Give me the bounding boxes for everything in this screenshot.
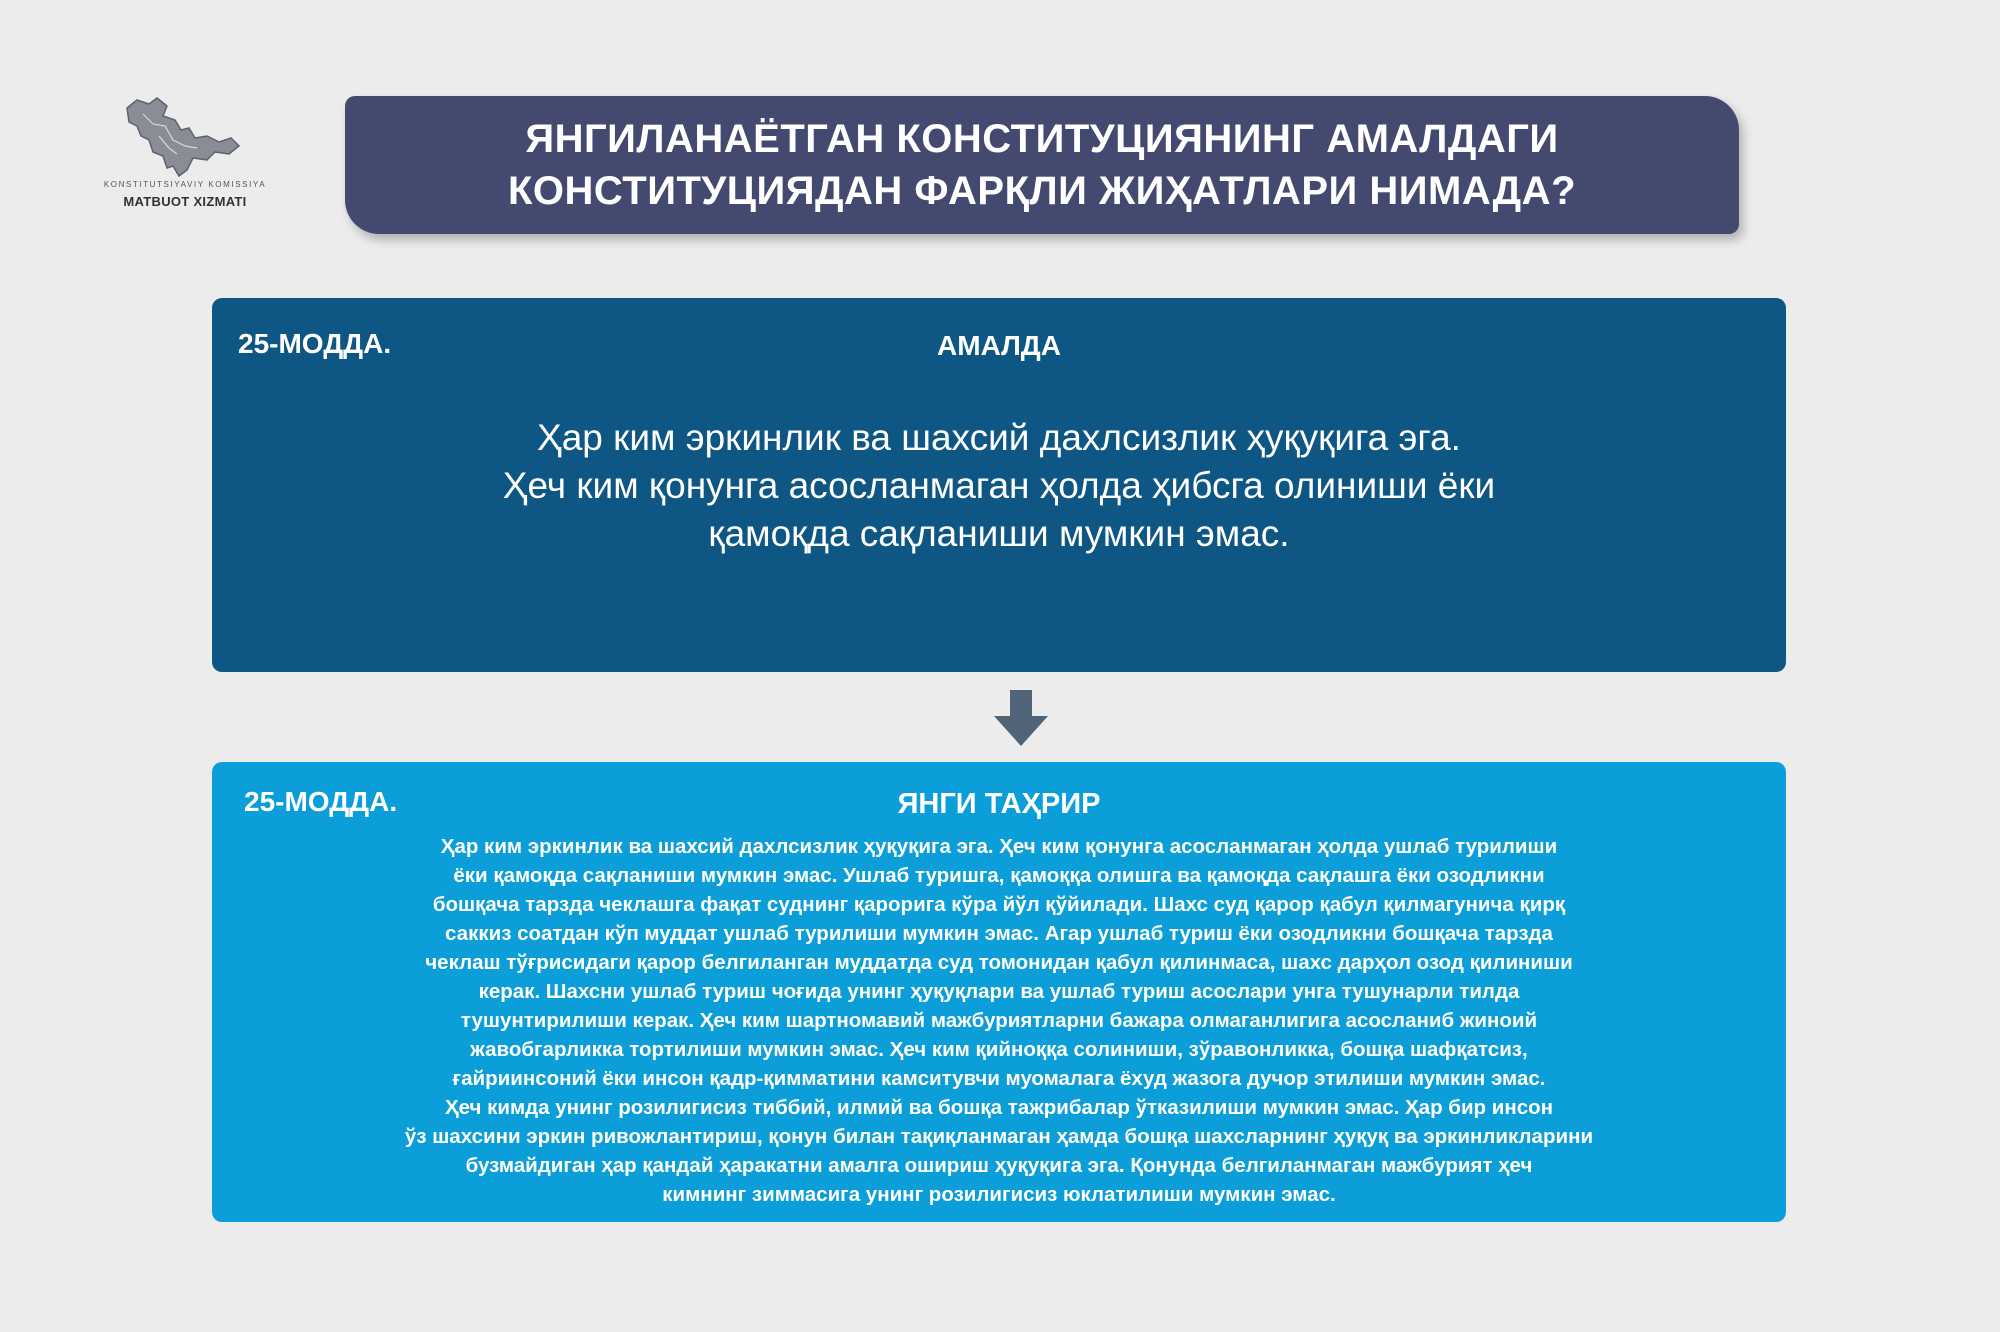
current-heading: АМАЛДА — [937, 330, 1061, 361]
arrow-down-icon — [994, 690, 1048, 746]
page-title-line-2: КОНСТИТУЦИЯДАН ФАРҚЛИ ЖИҲАТЛАРИ НИМАДА? — [507, 169, 1576, 213]
new-text-line: ғайриинсоний ёки инсон қадр-қимматини камситувчи муомалага ёхуд жазога дучор этилиши мумкин эмас. — [452, 1067, 1546, 1090]
page-title-line-1: ЯНГИЛАНАЁТГАН КОНСТИТУЦИЯНИНГ АМАЛДАГИ — [525, 117, 1559, 161]
current-article-panel — [212, 298, 1786, 672]
new-text-line: чеклаш тўғрисидаги қарор белгиланган муддатда суд томонидан қабул қилинмаса, шахс дарҳол озод қилиниши — [425, 951, 1573, 974]
logo-press-service-text: MATBUOT XIZMATI — [123, 194, 247, 209]
new-text-line: ўз шахсини эркин ривожлантириш, қонун билан тақиқланмаган ҳамда бошқа шахсларнинг ҳуқуқ ва эркинликларини — [404, 1125, 1594, 1148]
current-article-text — [212, 414, 1786, 558]
current-text-line: Ҳеч ким қонунга асосланмаган ҳолда ҳибсга олиниши ёки — [502, 465, 1496, 506]
new-text-line: Ҳеч кимда унинг розилигисиз тиббий, илмий ва бошқа тажрибалар ўтказилиши мумкин эмас. Ҳар бир инсон — [444, 1096, 1554, 1119]
new-text-line: ёки қамоқда сақланиши мумкин эмас. Ушлаб туришга, қамоққа олишга ва қамоқда сақлашга ёки озодликни — [453, 864, 1545, 887]
page-title — [508, 113, 1576, 217]
new-text-line: керак. Шахсни ушлаб туриш чоғида унинг ҳуқуқлари ва ушлаб туриш асослари унга тушунарли тилда — [478, 980, 1520, 1003]
new-text-line: бошқача тарзда чеклашга фақат суднинг қарорига кўра йўл қўйилади. Шахс суд қарор қабул қилмагунича қирқ — [432, 893, 1566, 916]
new-text-line: тушунтирилиши керак. Ҳеч ким шартномавий мажбуриятларни бажара олмаганлигига асосланиб жиноий — [460, 1009, 1538, 1032]
commission-logo — [95, 96, 275, 216]
current-text-line: қамоқда сақланиши мумкин эмас. — [708, 513, 1290, 554]
header-banner — [345, 96, 1739, 234]
uzbekistan-map-icon — [123, 96, 243, 178]
new-text-line: жавобгарликка тортилиши мумкин эмас. Ҳеч ким қийноққа солиниши, зўравонликка, бошқа шафқатсиз, — [470, 1038, 1528, 1061]
new-edition-text — [262, 832, 1736, 1209]
current-text-line: Ҳар ким эркинлик ва шахсий дахлсизлик ҳуқуқига эга. — [537, 417, 1461, 458]
new-text-line: Ҳар ким эркинлик ва шахсий дахлсизлик ҳуқуқига эга. Ҳеч ким қонунга асосланмаган ҳолда ушлаб турилиши — [440, 835, 1558, 858]
new-text-line: кимнинг зиммасига унинг розилигисиз юклатилиши мумкин эмас. — [662, 1183, 1336, 1206]
new-edition-panel — [212, 762, 1786, 1222]
new-edition-heading: ЯНГИ ТАҲРИР — [897, 788, 1101, 820]
logo-commission-text: KONSTITUTSIYAVIY KOMISSIYA — [103, 180, 267, 189]
new-text-line: саккиз соатдан кўп муддат ушлаб турилиши мумкин эмас. Агар ушлаб туриш ёки озодликни бошқача тарзда — [445, 922, 1553, 945]
new-article-number: 25-МОДДА. — [244, 786, 398, 817]
new-text-line: бузмайдиган ҳар қандай ҳаракатни амалга ошириш ҳуқуқига эга. Қонунда белгиланмаган мажбурият ҳеч — [465, 1154, 1533, 1177]
current-article-number: 25-МОДДА. — [238, 328, 392, 359]
